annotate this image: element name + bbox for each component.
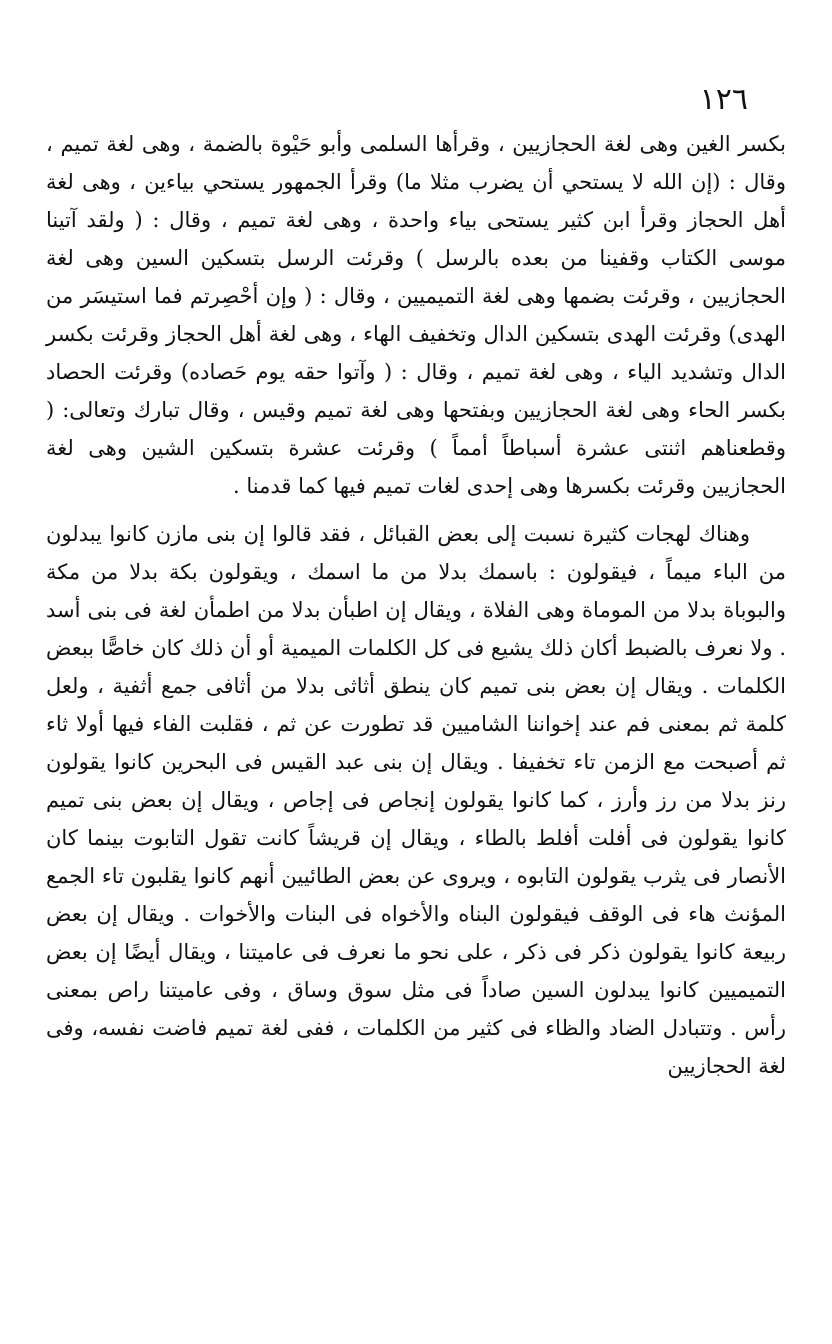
- page-body: [46, 125, 786, 1085]
- page-number: ١٢٦: [699, 82, 748, 117]
- paragraph-2: وهناك لهجات كثيرة نسبت إلى بعض القبائل ، فقد قالوا إن بنى مازن كانوا يبدلون من الباء ميماً ، فيقولون : باسمك بدلا من ما اسمك ، ويقولون بكة بدلا من مكة والبوباة بدلا من الموماة وهى الفلاة ، ويقال إن اطبأن بدلا من اطمأن لغة فى بنى أسد . ولا نعرف بالضبط أكان ذلك يشيع فى كل الكلمات الميمية أو أن ذلك كان خاصًّا ببعض الكلمات . ويقال إن بعض بنى تميم كان ينطق أثاثى بدلا من أثافى جمع أثفية ، ولعل كلمة ثم بمعنى فم عند إخواننا الشاميين قد تطورت عن ثم ، فقلبت الفاء فيها أولا ثاء ثم أصبحت مع الزمن تاء تخفيفا . ويقال إن بنى عبد القيس فى البحرين كانوا يقولون رنز بدلا من رز وأرز ، كما كانوا يقولون إنجاص فى إجاص ، ويقال إن بعض بنى تميم كانوا يقولون فى أفلت أفلط بالطاء ، ويقال إن قريشاً كانت تقول التابوت بينما كان الأنصار فى يثرب يقولون التابوه ، ويروى عن بعض الطائيين أنهم كانوا يقلبون تاء الجمع المؤنث هاء فى الوقف فيقولون البناه والأخواه فى البنات والأخوات . ويقال إن بعض ربيعة كانوا يقولون ذكر فى ذكر ، على نحو ما نعرف فى عاميتنا ، ويقال أيضًا إن بعض التميميين كانوا يبدلون السين صاداً فى مثل سوق وساق ، وفى عاميتنا راص بمعنى رأس . وتتبادل الضاد والظاء فى كثير من الكلمات ، ففى لغة تميم فاضت نفسه، وفى لغة الحجازيين: [46, 522, 786, 1078]
- paragraph-1: بكسر الغين وهى لغة الحجازيين ، وقرأها السلمى وأبو حَيْوة بالضمة ، وهى لغة تميم ، وقال : (إن الله لا يستحي أن يضرب مثلا ما) وقرأ الجمهور يستحي بياءين ، وهى لغة أهل الحجاز وقرأ ابن كثير يستحى بياء واحدة ، وهى لغة تميم ، وقال : ( ولقد آتينا موسى الكتاب وقفينا من بعده بالرسل ) وقرئت الرسل بتسكين السين وهى لغة الحجازيين ، وقرئت بضمها وهى لغة التميميين ، وقال : ( وإن أحْصِرتم فما استيسَر من الهدى) وقرئت الهدى بتسكين الدال وتخفيف الهاء ، وهى لغة أهل الحجاز وقرئت بكسر الدال وتشديد الياء ، وهى لغة تميم ، وقال : ( وآتوا حقه يوم حَصاده) وقرئت الحصاد بكسر الحاء وهى لغة الحجازيين وبفتحها وهى لغة تميم وقيس ، وقال تبارك وتعالى: ( وقطعناهم اثنتى عشرة أسباطاً أمماً ) وقرئت عشرة بتسكين الشين وهى لغة الحجازيين وقرئت بكسرها وهى إحدى لغات تميم فيها كما قدمنا .: [46, 132, 786, 498]
